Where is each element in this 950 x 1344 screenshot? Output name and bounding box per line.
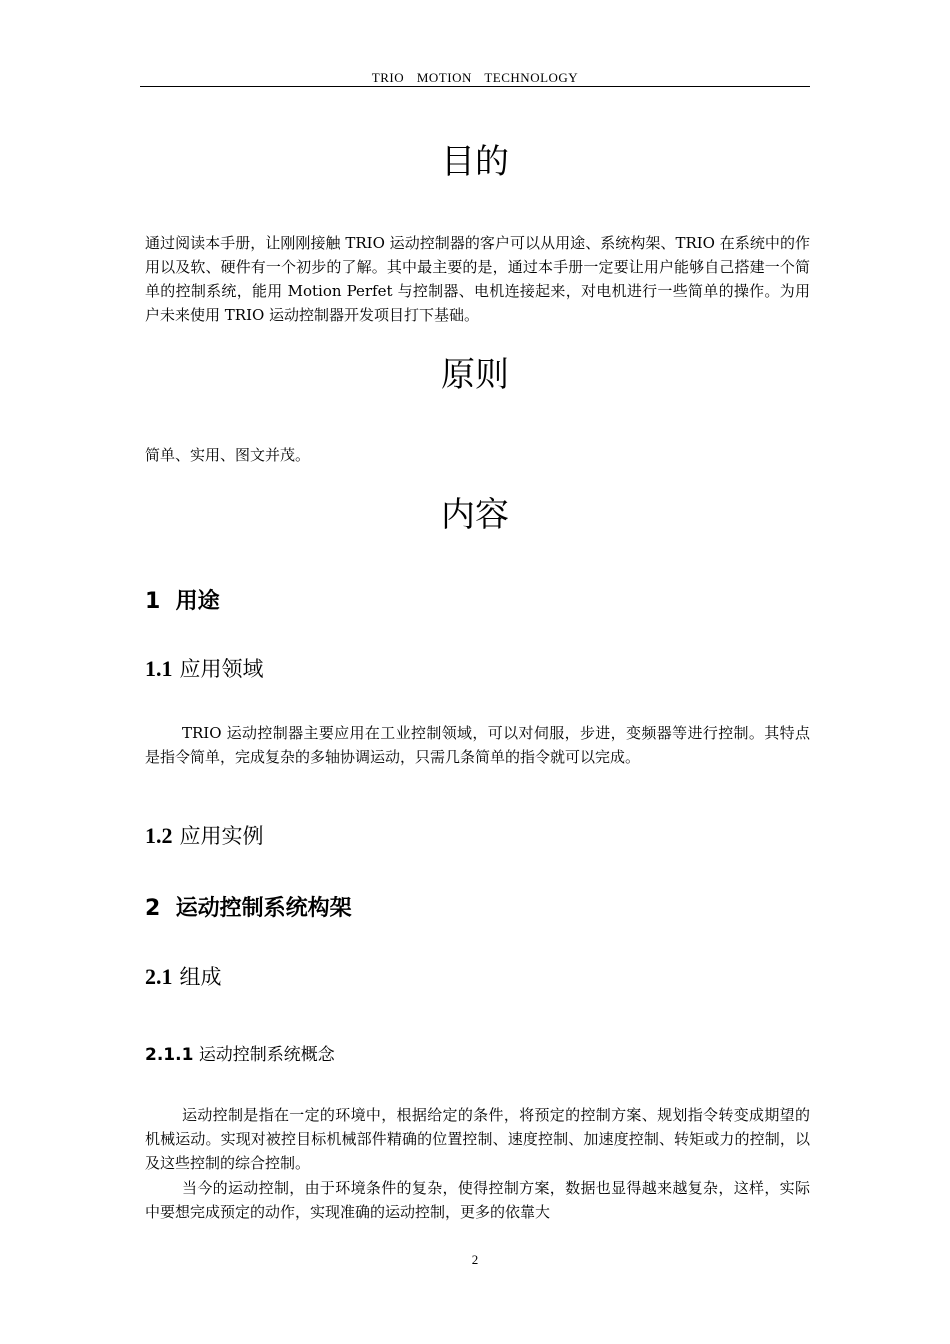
heading-2: [145, 891, 352, 922]
heading-text: 用途: [175, 589, 220, 614]
heading-2-1: [145, 961, 222, 991]
purpose-paragraph: 通过阅读本手册，让刚刚接触 TRIO 运动控制器的客户可以从用途、系统构架、TRIO 在系统中的作用以及软、硬件有一个初步的了解。其中最主要的是，通过本手册一定要让用户能够自己搭建一个简单的控制系统，能用 Motion Perfet 与控制器、电机连接起来，对电机进行一些简单的操作。为用户未来使用 TRIO 运动控制器开发项目打下基础。: [145, 234, 810, 324]
page-number: 2: [471, 1252, 479, 1267]
heading-number: 1.2: [145, 823, 173, 848]
heading-text: 应用领域: [179, 657, 264, 681]
heading-number: 1: [145, 589, 161, 614]
heading-text: 应用实例: [179, 824, 264, 848]
heading-1-2: [145, 820, 264, 850]
heading-2-1-1: [145, 1040, 335, 1065]
concept-paragraph-2: 当今的运动控制，由于环境条件的复杂，使得控制方案，数据也显得越来越复杂，这样，实际中要想完成预定的动作，实现准确的运动控制，更多的依靠大: [145, 1179, 810, 1221]
concept-paragraph-1: 运动控制是指在一定的环境中，根据给定的条件，将预定的控制方案、规划指令转变成期望的机械运动。实现对被控目标机械部件精确的位置控制、速度控制、加速度控制、转矩或力的控制，以及这些控制的综合控制。: [145, 1106, 810, 1172]
heading-number: 1.1: [145, 656, 173, 681]
heading-text: 组成: [179, 965, 222, 989]
heading-text: 运动控制系统概念: [198, 1045, 335, 1065]
heading-text: 运动控制系统构架: [175, 896, 352, 921]
section-title-purpose: 目的: [441, 142, 509, 182]
application-field-paragraph: TRIO 运动控制器主要应用在工业控制领域，可以对伺服，步进，变频器等进行控制。其特点是指令简单，完成复杂的多轴协调运动，只需几条简单的指令就可以完成。: [145, 724, 810, 766]
header-rule: [140, 86, 810, 87]
heading-number: 2: [145, 896, 161, 921]
principle-paragraph: 简单、实用、图文并茂。: [145, 446, 311, 464]
heading-number: 2.1: [145, 964, 173, 989]
section-title-principle: 原则: [441, 355, 509, 395]
heading-1-1: [145, 653, 264, 683]
heading-1: [145, 584, 220, 615]
running-header: TRIO MOTION TECHNOLOGY: [371, 70, 579, 85]
section-title-content: 内容: [441, 495, 509, 535]
heading-number: 2.1.1: [145, 1045, 194, 1065]
